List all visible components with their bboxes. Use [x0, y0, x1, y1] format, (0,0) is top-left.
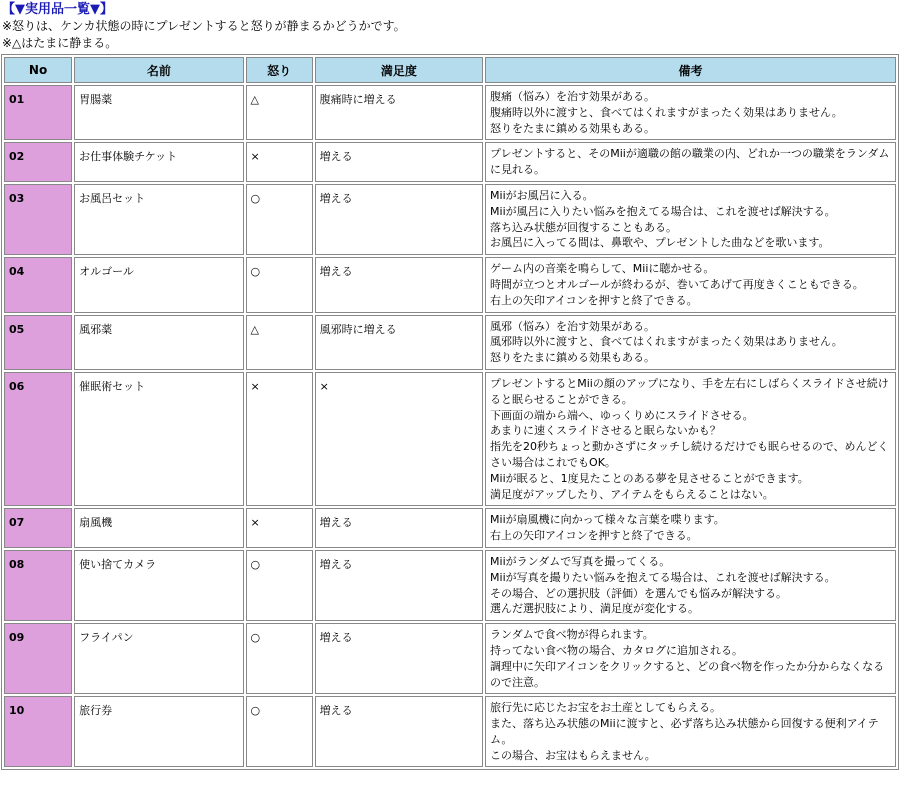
- table-row: [4, 184, 896, 255]
- notes-line: 選んだ選択肢により、満足度が変化する。: [490, 602, 700, 616]
- table-row: [4, 550, 896, 621]
- satisfaction-text: 増える: [315, 623, 483, 694]
- notes-line: Miiが扇風機に向かって様々な言葉を喋ります。: [490, 513, 725, 527]
- notes-line: Miiがお風呂に入る。: [490, 188, 594, 202]
- anger-mark: △: [246, 315, 313, 370]
- item-name: 旅行券: [74, 696, 243, 767]
- row-number: 02: [4, 142, 72, 182]
- row-number: 03: [4, 184, 72, 255]
- row-number: 09: [4, 623, 72, 694]
- table-row: [4, 142, 896, 182]
- notes-cell: [485, 85, 896, 140]
- note-triangle: ※△はたまに静まる。: [2, 36, 118, 50]
- item-name: 使い捨てカメラ: [74, 550, 243, 621]
- column-header-notes: 備考: [485, 57, 896, 83]
- table-row: [4, 696, 896, 767]
- notes-line: お風呂に入ってる間は、鼻歌や、プレゼントした曲などを歌います。: [490, 236, 830, 250]
- anger-mark: △: [246, 85, 313, 140]
- notes-cell: [485, 184, 896, 255]
- table-row: [4, 85, 896, 140]
- anger-mark: ○: [246, 257, 313, 312]
- anger-mark: ○: [246, 184, 313, 255]
- item-name: 風邪薬: [74, 315, 243, 370]
- item-name: 胃腸薬: [74, 85, 243, 140]
- notes-line: 旅行先に応じたお宝をお土産としてもらえる。: [490, 701, 722, 715]
- notes-line: 風邪（悩み）を治す効果がある。: [490, 319, 656, 333]
- satisfaction-text: 増える: [315, 257, 483, 312]
- anger-mark: ×: [246, 508, 313, 548]
- satisfaction-text: 増える: [315, 142, 483, 182]
- item-name: 催眠術セット: [74, 372, 243, 506]
- notes-line: 腹痛（悩み）を治す効果がある。: [490, 90, 656, 103]
- notes-line: ランダムで食べ物が得られます。: [490, 628, 654, 642]
- table-row: [4, 372, 896, 506]
- notes-line: 右上の矢印アイコンを押すと終了できる。: [490, 293, 698, 307]
- notes-line: プレゼントするとMiiの顔のアップになり、手を左右にしばらくスライドさせ続けると眠らせることができる。: [490, 376, 889, 406]
- item-name: 扇風機: [74, 508, 243, 548]
- notes-line: 怒りをたまに鎮める効果もある。: [490, 121, 656, 135]
- satisfaction-text: 増える: [315, 508, 483, 548]
- row-number: 01: [4, 85, 72, 140]
- notes-line: プレゼントすると、そのMiiが適職の館の職業の内、どれか一つの職業をランダムに見れる。: [490, 147, 890, 177]
- page-title: 【▼実用品一覧▼】: [2, 2, 113, 17]
- row-number: 08: [4, 550, 72, 621]
- notes-line: 腹痛時以外に渡すと、食べてはくれますがまったく効果はありません。: [490, 105, 843, 119]
- anger-mark: ○: [246, 623, 313, 694]
- notes-line: Miiがランダムで写真を撮ってくる。: [490, 554, 671, 568]
- anger-mark: ×: [246, 372, 313, 506]
- table-row: [4, 257, 896, 312]
- item-name: お風呂セット: [74, 184, 243, 255]
- notes-line: あまりに速くスライドさせると眠らないかも？: [490, 424, 721, 438]
- notes-cell: [485, 508, 896, 548]
- notes-cell: [485, 372, 896, 506]
- table-row: [4, 623, 896, 694]
- notes-line: ゲーム内の音楽を鳴らして、Miiに聴かせる。: [490, 262, 715, 276]
- item-name: フライパン: [74, 623, 243, 694]
- items-table: [1, 54, 899, 770]
- anger-mark: ○: [246, 696, 313, 767]
- row-number: 05: [4, 315, 72, 370]
- notes-line: 怒りをたまに鎮める効果もある。: [490, 351, 656, 365]
- anger-mark: ×: [246, 142, 313, 182]
- notes-line: 持ってない食べ物の場合、カタログに追加される。: [490, 643, 744, 657]
- notes-line: Miiが眠ると、1度見たことのある夢を見させることができます。: [490, 471, 809, 485]
- satisfaction-text: 風邪時に増える: [315, 315, 483, 370]
- notes-cell: [485, 696, 896, 767]
- column-header-anger: 怒り: [246, 57, 313, 83]
- notes-cell: [485, 142, 896, 182]
- notes-line: Miiが風呂に入りたい悩みを抱えてる場合は、これを渡せば解決する。: [490, 204, 836, 218]
- notes-line: その場合、どの選択肢（評価）を選んでも悩みが解決する。: [490, 586, 788, 600]
- column-header-satisfaction: 満足度: [315, 57, 483, 83]
- table-body: [4, 85, 896, 767]
- notes-line: 右上の矢印アイコンを押すと終了できる。: [490, 529, 698, 543]
- header-row: [4, 57, 896, 83]
- notes-line: Miiが写真を撮りたい悩みを抱えてる場合は、これを渡せば解決する。: [490, 570, 836, 584]
- item-name: オルゴール: [74, 257, 243, 312]
- column-header-name: 名前: [74, 57, 243, 83]
- anger-mark: ○: [246, 550, 313, 621]
- note-anger: ※怒りは、ケンカ状態の時にプレゼントすると怒りが静まるかどうかです。: [2, 19, 406, 33]
- item-name: お仕事体験チケット: [74, 142, 243, 182]
- row-number: 10: [4, 696, 72, 767]
- satisfaction-text: 増える: [315, 184, 483, 255]
- notes-line: 調理中に矢印アイコンをクリックすると、どの食べ物を作ったか分からなくなるので注意。: [490, 659, 885, 689]
- notes-line: この場合、お宝はもらえません。: [490, 748, 656, 762]
- notes-cell: [485, 257, 896, 312]
- notes-line: 時間が立つとオルゴールが終わるが、巻いてあげて再度きくこともできる。: [490, 277, 864, 291]
- notes-line: 満足度がアップしたり、アイテムをもらえることはない。: [490, 487, 774, 501]
- notes-line: また、落ち込み状態のMiiに渡すと、必ず落ち込み状態から回復する便利アイテム。: [490, 717, 879, 746]
- column-header-no: No: [4, 57, 72, 83]
- satisfaction-text: 腹痛時に増える: [315, 85, 483, 140]
- table-row: [4, 315, 896, 370]
- row-number: 07: [4, 508, 72, 548]
- row-number: 04: [4, 257, 72, 312]
- notes-line: 風邪時以外に渡すと、食べてはくれますがまったく効果はありません。: [490, 335, 843, 349]
- satisfaction-text: 増える: [315, 550, 483, 621]
- notes-line: 指先を20秒ちょっと動かさずにタッチし続けるだけでも眠らせるので、めんどくさい場合はこれでもOK。: [490, 440, 889, 469]
- satisfaction-text: ×: [315, 372, 483, 506]
- satisfaction-text: 増える: [315, 696, 483, 767]
- table-row: [4, 508, 896, 548]
- row-number: 06: [4, 372, 72, 506]
- notes-cell: [485, 623, 896, 694]
- notes-line: 落ち込み状態が回復することもある。: [490, 220, 678, 234]
- notes-cell: [485, 550, 896, 621]
- notes-cell: [485, 315, 896, 370]
- notes-line: 下画面の端から端へ、ゆっくりめにスライドさせる。: [490, 408, 754, 422]
